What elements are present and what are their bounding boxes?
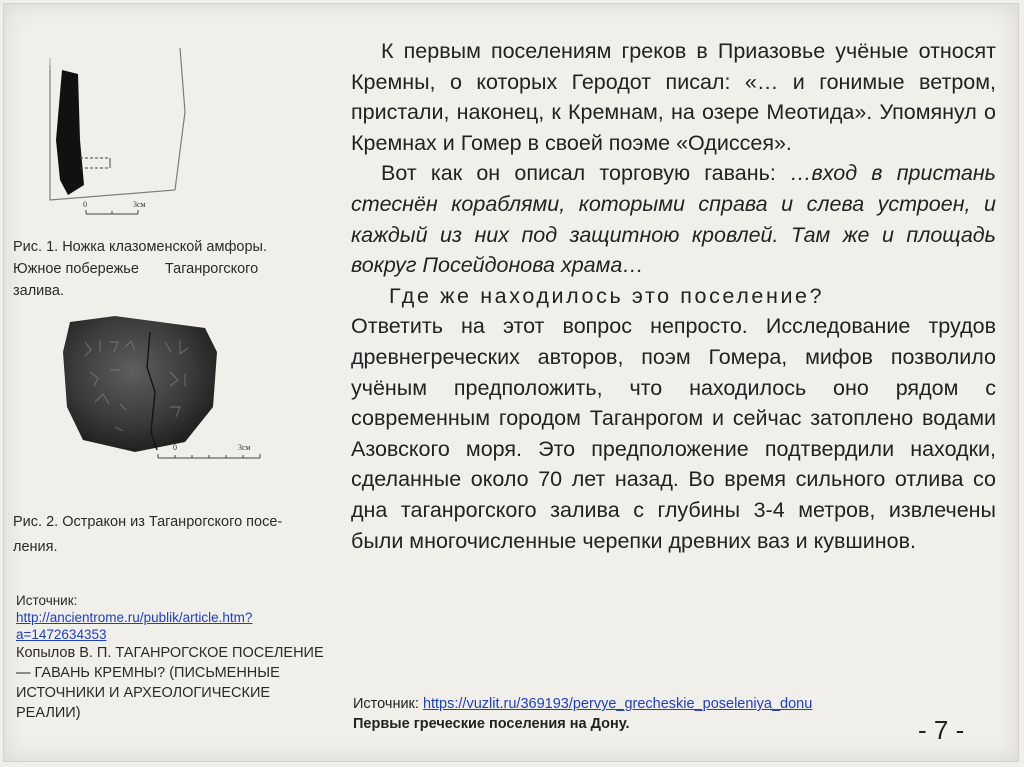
figure1-caption-line2 — [13, 258, 313, 280]
page-number: - 7 - — [918, 715, 965, 745]
source-bottom-label: Источник: — [353, 696, 419, 712]
source-bottom — [353, 694, 953, 734]
figure1-caption-line2a: Южное побережье — [13, 261, 139, 277]
figure1-caption-line3: залива. — [13, 283, 64, 299]
main-question-heading: Где же находилось это поселение? — [389, 283, 825, 308]
figure1-scale-end: 3см — [133, 200, 146, 209]
main-text — [351, 36, 996, 556]
source-bottom-title: Первые греческие поселения на Дону. — [353, 716, 630, 732]
main-paragraph-1: К первым поселениям греков в Приазовье учёные относят Кремны, о которых Геродот писал: «… и гонимые ветром, пристали, наконец, к Кремнам, на озере Меотида». Упомянул о Кремнах и Гомер в своей поэме «Одиссея». — [351, 39, 996, 155]
figure1-caption-line1: Рис. 1. Ножка клазоменской амфоры. — [13, 239, 267, 255]
main-paragraph-2-intro: Вот как он описал торговую гавань: — [381, 161, 791, 186]
main-paragraph-2-quote: …вход в пристань стеснён кораблями, которыми справа и слева устроен, и каждый из них под защитною кровлей. Там же и площадь вокруг Посейдонова храма… — [351, 161, 996, 278]
figure1-scale-zero: 0 — [83, 200, 87, 209]
source-left-body: Копылов В. П. ТАГАНРОГСКОЕ ПОСЕЛЕНИЕ — ГАВАНЬ КРЕМНЫ? (ПИСЬМЕННЫЕ ИСТОЧНИКИ И АРХЕОЛОГИЧЕСКИЕ РЕАЛИИ) — [16, 645, 324, 721]
source-left-link[interactable]: http://ancientrome.ru/publik/article.htm?a=1472634353 — [16, 610, 253, 642]
figure2-scale-end: 3см — [238, 443, 251, 452]
figure2-caption-line1: Рис. 2. Остракон из Таганрогского посе- — [13, 514, 283, 530]
figure1-amphora-drawing — [40, 40, 200, 225]
figure2-caption-line2: ления. — [13, 539, 58, 555]
main-paragraph-2 — [351, 158, 996, 280]
source-left — [16, 592, 326, 723]
figure1-caption — [13, 236, 313, 302]
figure2-caption — [13, 510, 323, 560]
source-left-label: Источник: — [16, 593, 78, 608]
source-bottom-link[interactable]: https://vuzlit.ru/369193/pervye_grecheskie_poseleniya_donu — [422, 696, 813, 712]
main-paragraph-3: Ответить на этот вопрос непросто. Исследование трудов древнегреческих авторов, поэм Гомера, мифов позволило учёным предположить, что находилось оно рядом с современным городом Таганрогом и сейчас затоплено водами Азовского моря. Это предположение подтвердили находки, сделанные около 70 лет назад. Во время сильного отлива со дна таганрогского залива с глубины 3-4 метров, извлечены были многочисленные черепки древних ваз и кувшинов. — [351, 314, 996, 553]
figure2-ostracon-photo — [55, 312, 275, 472]
figure2-scale-zero: 0 — [173, 443, 177, 452]
figure1-caption-line2b: Таганрогского — [164, 261, 259, 277]
